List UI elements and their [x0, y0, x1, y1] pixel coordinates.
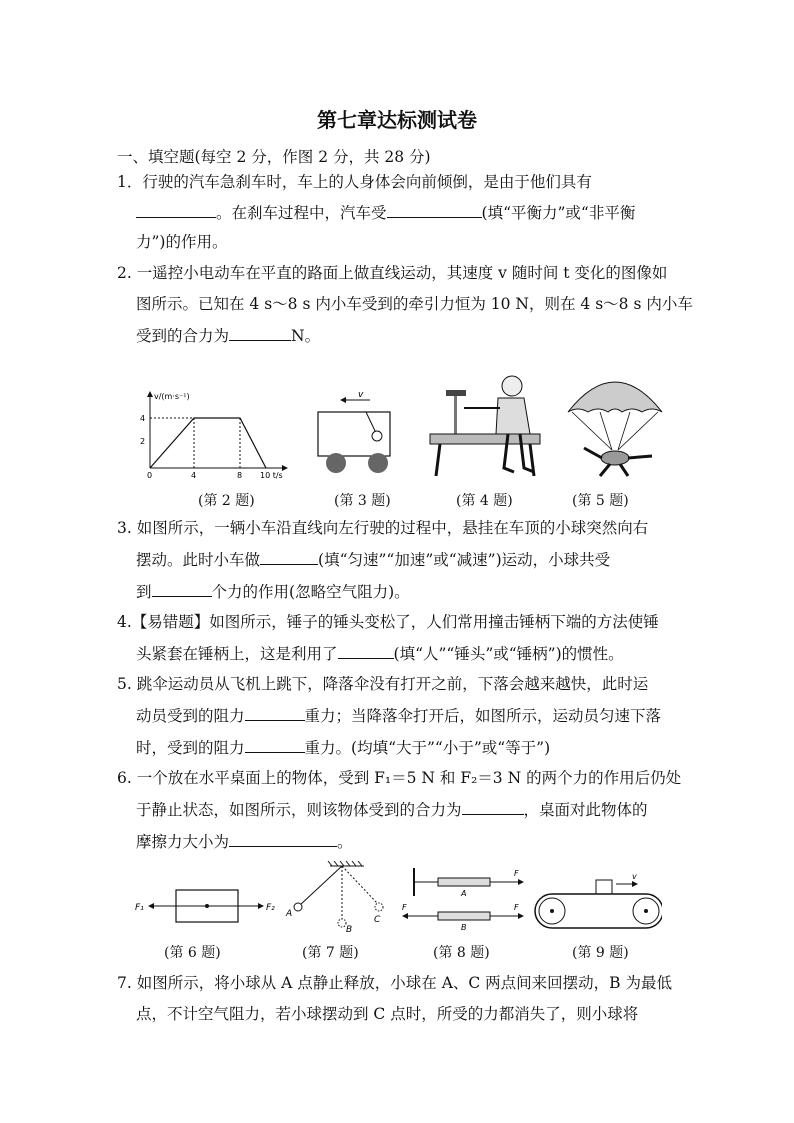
figure-3-cart [312, 388, 402, 476]
q1-blank1[interactable] [136, 201, 216, 218]
fig2-x-tick-4: 4 [191, 471, 197, 480]
q1-line3: 力”)的作用。 [136, 233, 228, 251]
q6-blank1[interactable] [462, 798, 524, 815]
caption-fig9: (第 9 题) [572, 945, 629, 961]
q6-blank2[interactable] [229, 830, 337, 847]
q4-text2a: 头紧套在锤柄上，这是利用了 [136, 645, 338, 663]
q6-line1: 6. 一个放在水平桌面上的物体，受到 F₁＝5 N 和 F₂＝3 N 的两个力的作用后仍处 [117, 769, 682, 787]
q1-blank2[interactable] [387, 201, 482, 218]
fig2-x-tick-10: 10 t/s [260, 471, 283, 480]
q5-line2 [136, 704, 661, 727]
fig8-f-top: F [514, 869, 519, 878]
fig3-velocity-label: v [358, 390, 364, 400]
q5-text2b: 重力；当降落伞打开后，如图所示，运动员匀速下落 [304, 707, 662, 725]
caption-fig4: (第 4 题) [456, 493, 513, 509]
q3-text3a: 到 [136, 583, 152, 601]
fig9-velocity-label: v [632, 872, 637, 881]
q1-line2 [136, 201, 635, 224]
q4-line1: 4.【易错题】如图所示，锤子的锤头变松了，人们常用撞击锤柄下端的方法使锤 [117, 613, 659, 631]
fig8-f-right: F [514, 903, 519, 912]
fig2-y-tick-4: 4 [140, 414, 146, 423]
fig2-x-tick-8: 8 [237, 471, 243, 480]
q3-blank1[interactable] [260, 548, 318, 565]
fig8-f-left: F [402, 903, 407, 912]
q4-text2b: (填“人”“锤头”或“锤柄”)的惯性。 [393, 645, 624, 663]
q2-blank[interactable] [229, 324, 291, 341]
q3-line3 [136, 580, 410, 603]
q2-line1: 2. 一遥控小电动车在平直的路面上做直线运动，其速度 v 随时间 t 变化的图像如 [117, 264, 668, 282]
q7-line1: 7. 如图所示，将小球从 A 点静止释放，小球在 A、C 两点间来回摆动，B 为最低 [117, 974, 672, 992]
q3-text2a: 摆动。此时小车做 [136, 551, 261, 569]
q5-text3b: 重力。(均填“大于”“小于”或“等于”) [304, 739, 551, 757]
q1-text2b: (填“平衡力”或“非平衡 [481, 204, 636, 222]
q3-line2 [136, 548, 610, 571]
q3-text2b: (填“匀速”“加速”或“减速”)运动，小球共受 [318, 551, 611, 569]
q1-line1: 1．行驶的汽车急刹车时，车上的人身体会向前倾倒，是由于他们具有 [117, 173, 592, 191]
fig2-y-tick-2: 2 [140, 437, 146, 446]
figure-5-parachutist [560, 370, 670, 480]
q6-text3a: 摩擦力大小为 [136, 833, 230, 851]
q4-blank[interactable] [338, 642, 394, 659]
caption-fig6: (第 6 题) [164, 945, 221, 961]
q6-line2 [136, 798, 648, 821]
q5-blank1[interactable] [245, 704, 305, 721]
fig8-label-a: A [461, 889, 467, 898]
caption-fig2: (第 2 题) [198, 493, 255, 509]
q4-line2 [136, 642, 624, 665]
fig2-y-axis-label: v/(m·s⁻¹) [154, 392, 190, 401]
figure-2-vt-graph [138, 388, 298, 480]
caption-fig7: (第 7 题) [302, 945, 359, 961]
q2-line3 [136, 324, 320, 347]
caption-fig3: (第 3 题) [334, 493, 391, 509]
q5-text2a: 动员受到的阻力 [136, 707, 245, 725]
q5-line1: 5. 跳伞运动员从飞机上跳下，降落伞没有打开之前，下落会越来越快，此时运 [117, 675, 649, 693]
figure-8-spring-scales [400, 864, 530, 936]
page-title: 第七章达标测试卷 [317, 108, 477, 132]
q6-text2a: 于静止状态，如图所示，则该物体受到的合力为 [136, 801, 462, 819]
q2-line2: 图所示。已知在 4 s～8 s 内小车受到的牵引力恒为 10 N，则在 4 s～8 s 内小车 [136, 295, 693, 313]
q5-blank2[interactable] [245, 736, 305, 753]
figure-6-block-forces [132, 880, 280, 930]
fig7-point-a: A [286, 909, 293, 919]
figure-7-pendulum [284, 860, 388, 936]
q6-text3b: 。 [337, 833, 353, 851]
q7-line2: 点，不计空气阻力，若小球摆动到 C 点时，所受的力都消失了，则小球将 [136, 1005, 639, 1023]
q5-text3a: 时，受到的阻力 [136, 739, 245, 757]
q2-text3b: N。 [291, 327, 321, 345]
q1-text2a: 。在刹车过程中，汽车受 [216, 204, 387, 222]
fig7-point-b: B [346, 925, 353, 935]
section-heading: 一、填空题(每空 2 分，作图 2 分，共 28 分) [117, 148, 431, 166]
q2-text3a: 受到的合力为 [136, 327, 230, 345]
figure-9-conveyor [534, 866, 662, 932]
q3-text3b: 个力的作用(忽略空气阻力)。 [211, 583, 410, 601]
q5-line3 [136, 736, 550, 759]
fig7-point-c: C [374, 915, 381, 925]
q6-line3 [136, 830, 353, 853]
fig8-label-b: B [461, 923, 467, 932]
caption-fig5: (第 5 题) [572, 493, 629, 509]
q3-line1: 3. 如图所示，一辆小车沿直线向左行驶的过程中，悬挂在车顶的小球突然向右 [117, 519, 649, 537]
fig6-f1-label: F₁ [135, 903, 144, 913]
caption-fig8: (第 8 题) [433, 945, 490, 961]
q6-text2b: ，桌面对此物体的 [523, 801, 648, 819]
fig2-x-tick-0: 0 [147, 471, 153, 480]
fig6-f2-label: F₂ [266, 903, 275, 913]
figure-4-hammer-man [420, 368, 550, 480]
q3-blank2[interactable] [152, 580, 212, 597]
